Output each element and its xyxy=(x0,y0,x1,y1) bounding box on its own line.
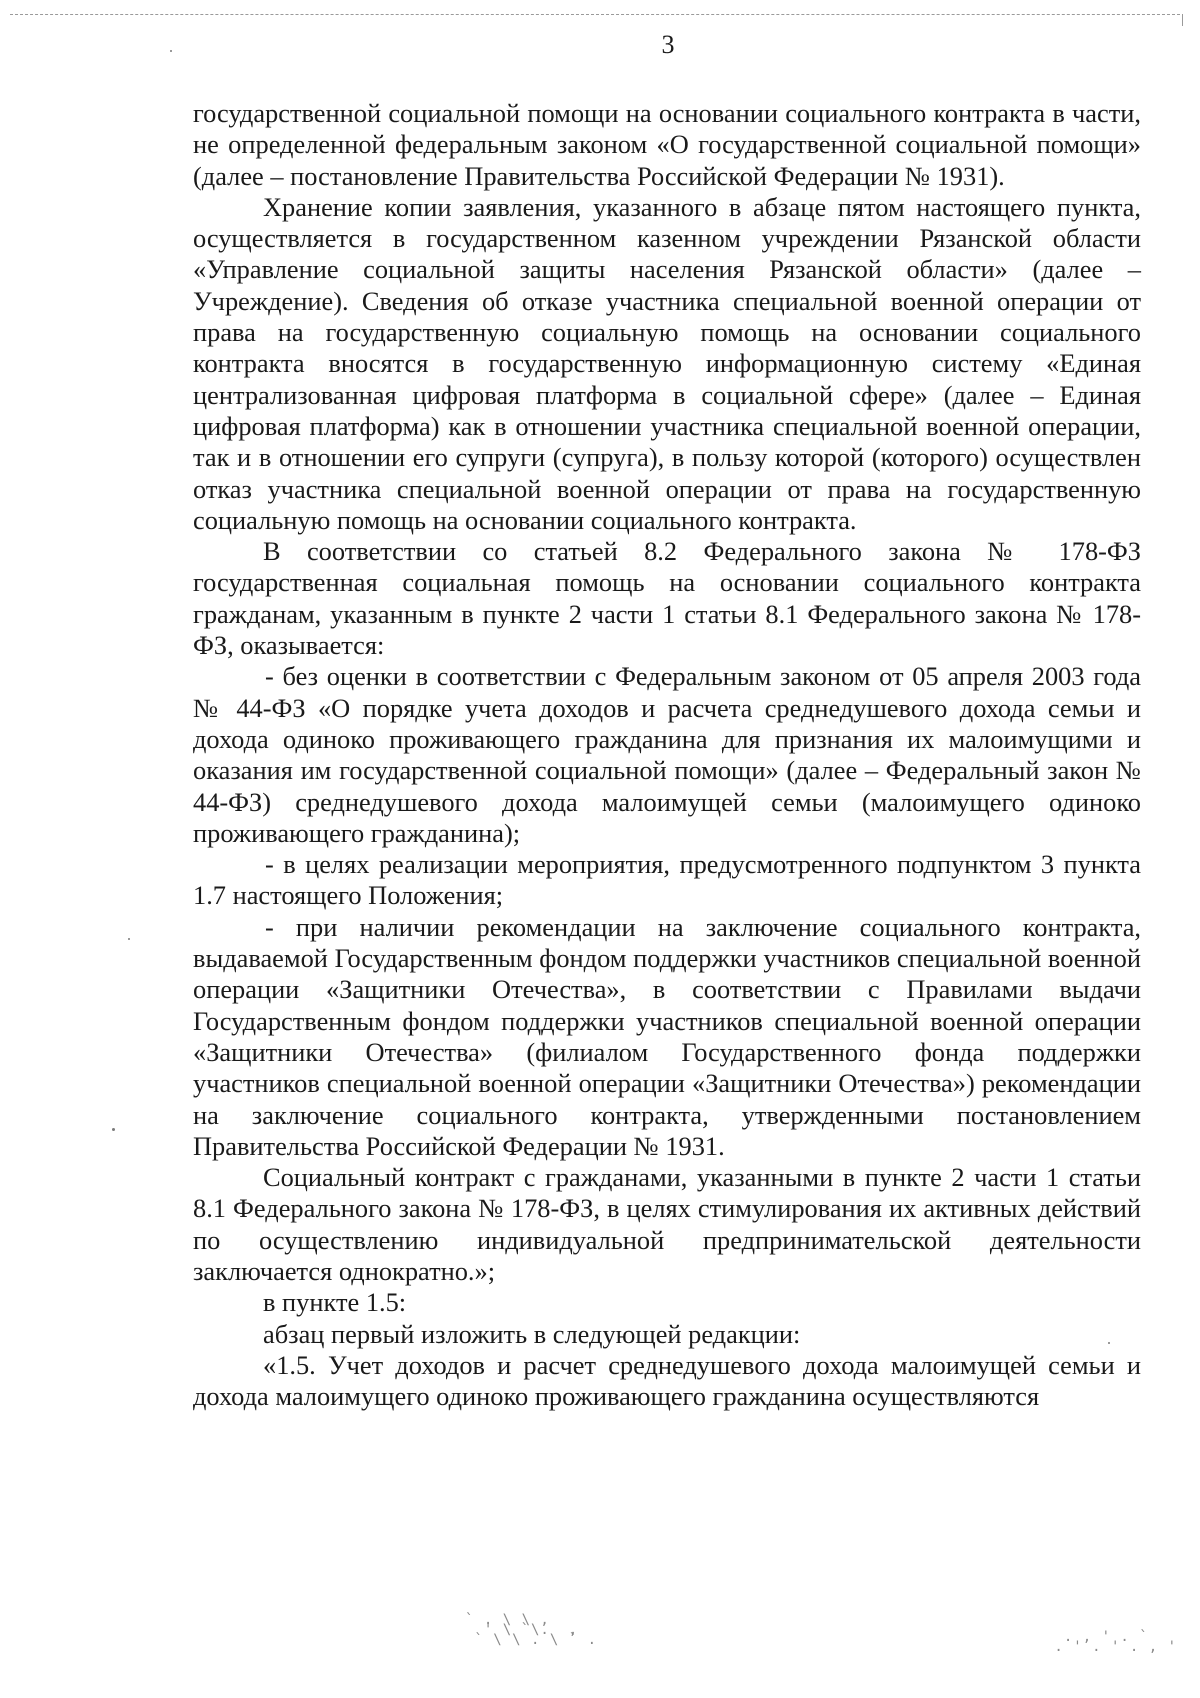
list-item-without-assessment: - без оценки в соответствии с Федеральным законом от 05 апреля 2003 года № 44-ФЗ «О порядке учета доходов и расчета среднедушевого дохода семьи и дохода одиноко проживающего гражданина для признания их малоимущими и оказания им государственной социальной помощи» (далее – Федеральный закон № 44-ФЗ) среднедушевого дохода малоимущей семьи (малоимущего одиноко проживающего гражданина); xyxy=(193,661,1141,848)
list-item-recommendation: - при наличии рекомендации на заключение социального контракта, выдаваемой Государственным фондом поддержки участников специальной военной операции «Защитники Отечества», в соответствии с Правилами выдачи Государственным фондом поддержки участников специальной военной операции «Защитники Отечества» (филиалом Государственного фонда поддержки участников специальной военной операции «Защитники Отечества») рекомендации на заключение социального контракта, утвержденными постановлением Правительства Российской Федерации № 1931. xyxy=(193,911,1141,1161)
scan-edge-top xyxy=(10,14,1180,15)
paragraph-first-abzac: абзац первый изложить в следующей редакции: xyxy=(263,1318,801,1349)
scan-speck xyxy=(128,938,130,940)
scan-smudge-bottom-center: ` . \ \ , ' \ ̀ \. , ` \ \ . \ ` . xyxy=(465,1612,598,1648)
scan-speck xyxy=(112,1128,115,1131)
paragraph-storage-of-application: Хранение копии заявления, указанного в абзаце пятом настоящего пункта, осуществляется в государственном казенном учреждении Рязанской области «Управление социальной защиты населения Рязанской области» (далее – Учреждение). Сведения об отказе участника специальной военной операции от права на государственную социальную помощь на основании социального контракта вносятся в государственную информационную систему «Единая централизованная цифровая платформа в социальной сфере» (далее – Единая цифровая платформа) как в отношении участника специальной военной операции, так и в отношении его супруги (супруга), в пользу которой (которого) осуществлен отказ участника специальной военной операции от права на государственную социальную помощь на основании социального контракта. xyxy=(193,191,1141,535)
paragraph-article-8-2: В соответствии со статьей 8.2 Федерального закона № 178-ФЗ государственная социальная помощь на основании социального контракта гражданам, указанным в пункте 2 части 1 статьи 8.1 Федерального закона № 178-ФЗ, оказывается: xyxy=(193,536,1141,661)
scan-edge-right xyxy=(1182,14,1183,26)
page-number: 3 xyxy=(661,30,675,59)
scan-smudge-bottom-right: . , ' . ` . ' . ' . , ' xyxy=(1054,1629,1178,1655)
paragraph-continuation: государственной социальной помощи на основании социального контракта в части, не определенной федеральным законом «О государственной социальной помощи» (далее – постановление Правительства Российской Федерации № 1931). xyxy=(193,98,1141,191)
paragraph-one-time-contract: Социальный контракт с гражданами, указанными в пункте 2 части 1 статьи 8.1 Федерального закона № 178-ФЗ, в целях стимулирования их активных действий по осуществлению индивидуальной предпринимательской деятельности заключается однократно.»; xyxy=(193,1162,1141,1286)
list-item-purpose: - в целях реализации мероприятия, предусмотренного подпунктом 3 пункта 1.7 настоящего Положения; xyxy=(193,849,1141,911)
scan-speck xyxy=(170,50,172,52)
paragraph-in-clause: в пункте 1.5: xyxy=(263,1287,407,1318)
document-body xyxy=(193,98,1141,1412)
scan-speck xyxy=(1108,1342,1110,1344)
paragraph-clause-1-5: «1.5. Учет доходов и расчет среднедушевого дохода малоимущей семьи и дохода малоимущего одиноко проживающего гражданина осуществляются xyxy=(193,1349,1141,1412)
